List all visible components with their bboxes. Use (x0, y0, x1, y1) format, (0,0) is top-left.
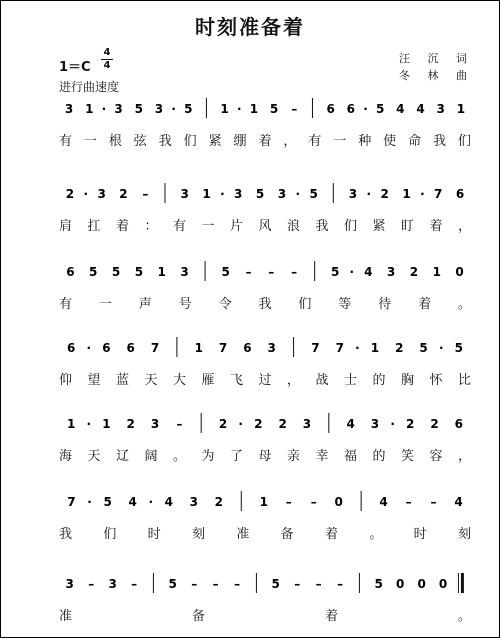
note: 3 (65, 577, 74, 591)
note: 3 (370, 417, 380, 431)
note: 7 (335, 341, 344, 355)
note: – (142, 187, 149, 201)
note: – (234, 577, 241, 591)
note: – (310, 495, 317, 509)
note: 3 (180, 187, 189, 201)
note: 4 (364, 265, 373, 279)
note: 7 (218, 341, 228, 355)
note: 3 (277, 187, 287, 201)
note: 4 (346, 417, 355, 431)
dot: · (363, 102, 368, 116)
dot: · (295, 187, 301, 201)
note: 1 (456, 102, 466, 116)
lyrics-line: 有一声号令我们等待着。 (59, 297, 471, 312)
note: 6 (66, 341, 76, 355)
note: 5 (221, 265, 230, 279)
note: 4 (454, 495, 463, 509)
note: 4 (416, 102, 425, 116)
staff-system-6 (1, 489, 499, 551)
note: 1 (66, 417, 76, 431)
note: 5 (374, 577, 383, 591)
note: – (245, 265, 252, 279)
dot: · (390, 417, 395, 431)
note: – (315, 577, 322, 591)
note: 2 (119, 187, 128, 201)
note: – (294, 577, 301, 591)
note: 4 (396, 102, 405, 116)
note: 2 (380, 187, 389, 201)
note: 5 (331, 265, 340, 279)
staff-system-1 (1, 96, 499, 158)
note: 7 (150, 341, 160, 355)
note: 1 (259, 495, 268, 509)
note: 5 (269, 102, 279, 116)
note: 6 (454, 417, 464, 431)
note: 3 (97, 187, 106, 201)
dot: · (355, 341, 360, 355)
staff-system-3 (1, 259, 499, 321)
note: 1 (202, 187, 211, 201)
note: 5 (419, 341, 428, 355)
note: – (268, 265, 275, 279)
note: 5 (309, 187, 318, 201)
note: 2 (278, 417, 287, 431)
note: 2 (126, 417, 135, 431)
note: 1 (402, 187, 411, 201)
note: 0 (455, 265, 464, 279)
note: – (131, 577, 138, 591)
note: 6 (243, 341, 252, 355)
note: 7 (311, 341, 320, 355)
note: 0 (438, 577, 448, 591)
note: 3 (64, 102, 74, 116)
note: 3 (267, 341, 276, 355)
dot: · (148, 495, 154, 509)
staff-system-5 (1, 411, 499, 473)
note: 4 (379, 495, 388, 509)
staff-system-2 (1, 181, 499, 243)
note: 3 (180, 265, 189, 279)
note: 5 (134, 102, 143, 116)
note: 3 (386, 265, 396, 279)
note: – (291, 265, 298, 279)
note: 4 (128, 495, 137, 509)
note: 3 (189, 495, 199, 509)
note: 1 (220, 102, 229, 116)
staff-system-7 (1, 571, 499, 633)
note: 6 (346, 102, 356, 116)
note: – (291, 102, 298, 116)
composer-credit: 冬 林 曲 (399, 69, 474, 82)
dot: · (87, 495, 92, 509)
tempo-marking: 进行曲速度 (59, 80, 120, 94)
note: 5 (184, 102, 193, 116)
note: 4 (164, 495, 174, 509)
note: 6 (102, 341, 111, 355)
lyrics-line: 准备着。 (59, 609, 471, 624)
note: 7 (434, 187, 443, 201)
note: 5 (255, 187, 265, 201)
dot: · (238, 417, 243, 431)
dot: · (420, 187, 425, 201)
note: 7 (67, 495, 76, 509)
lyrics-line: 我们时刻准备着。时刻 (59, 527, 471, 542)
lyrics-line: 肩扛着：有一片风浪我们紧盯着， (59, 219, 471, 234)
note: 2 (395, 341, 404, 355)
note: 0 (334, 495, 343, 509)
note: 3 (348, 187, 358, 201)
dot: · (236, 102, 242, 116)
note: 2 (409, 265, 419, 279)
meter-top: 4 (103, 47, 111, 58)
note: 1 (157, 265, 166, 279)
lyrics-line: 海天辽阔。为了母亲幸福的笑容， (59, 449, 471, 464)
note: 3 (234, 187, 243, 201)
note: 2 (65, 187, 75, 201)
note: 1 (249, 102, 259, 116)
note: 5 (111, 265, 121, 279)
note: 3 (154, 102, 164, 116)
meter-bottom: 4 (103, 60, 111, 71)
note: 1 (432, 265, 441, 279)
lyrics-line: 有一根弦我们紧绷着，有一种使命我们 (59, 134, 471, 149)
note: 3 (302, 417, 312, 431)
note: 2 (430, 417, 439, 431)
note: 6 (455, 187, 465, 201)
dot: · (86, 417, 92, 431)
note: 2 (214, 495, 223, 509)
lyrics-line: 仰望蓝天大雁飞过，战士的胸怀比 (59, 373, 471, 388)
note: – (405, 495, 412, 509)
dot: · (83, 187, 89, 201)
note: – (176, 417, 183, 431)
note: – (191, 577, 198, 591)
song-title: 时刻准备着 (195, 15, 305, 39)
note: – (430, 495, 437, 509)
dot: · (101, 102, 107, 116)
note: 2 (254, 417, 263, 431)
dot: · (366, 187, 372, 201)
note: – (88, 577, 95, 591)
note: 5 (134, 265, 144, 279)
note: 3 (436, 102, 445, 116)
dot: · (220, 187, 225, 201)
note: 6 (326, 102, 335, 116)
note: 1 (102, 417, 111, 431)
key-signature: 1＝C (59, 60, 91, 75)
note: 0 (396, 577, 405, 591)
note: 3 (108, 577, 117, 591)
staff-system-4 (1, 335, 499, 397)
note: 5 (375, 102, 385, 116)
dot: · (438, 341, 444, 355)
note: 2 (406, 417, 415, 431)
note: 0 (417, 577, 426, 591)
time-signature (101, 48, 113, 71)
note: 6 (126, 341, 135, 355)
note: 2 (218, 417, 228, 431)
note: 1 (370, 341, 380, 355)
note: 5 (454, 341, 464, 355)
dot: · (349, 265, 355, 279)
note: – (212, 577, 219, 591)
note: 5 (103, 495, 112, 509)
dot: · (86, 341, 92, 355)
note: 5 (168, 577, 177, 591)
lyricist-credit: 汪 沉 词 (399, 52, 474, 65)
note: 3 (114, 102, 123, 116)
note: – (337, 577, 344, 591)
note: 5 (271, 577, 280, 591)
note: 5 (89, 265, 98, 279)
note: 3 (150, 417, 160, 431)
note: 1 (85, 102, 94, 116)
note: – (285, 495, 292, 509)
note: 6 (66, 265, 75, 279)
dot: · (171, 102, 176, 116)
note: 1 (194, 341, 203, 355)
